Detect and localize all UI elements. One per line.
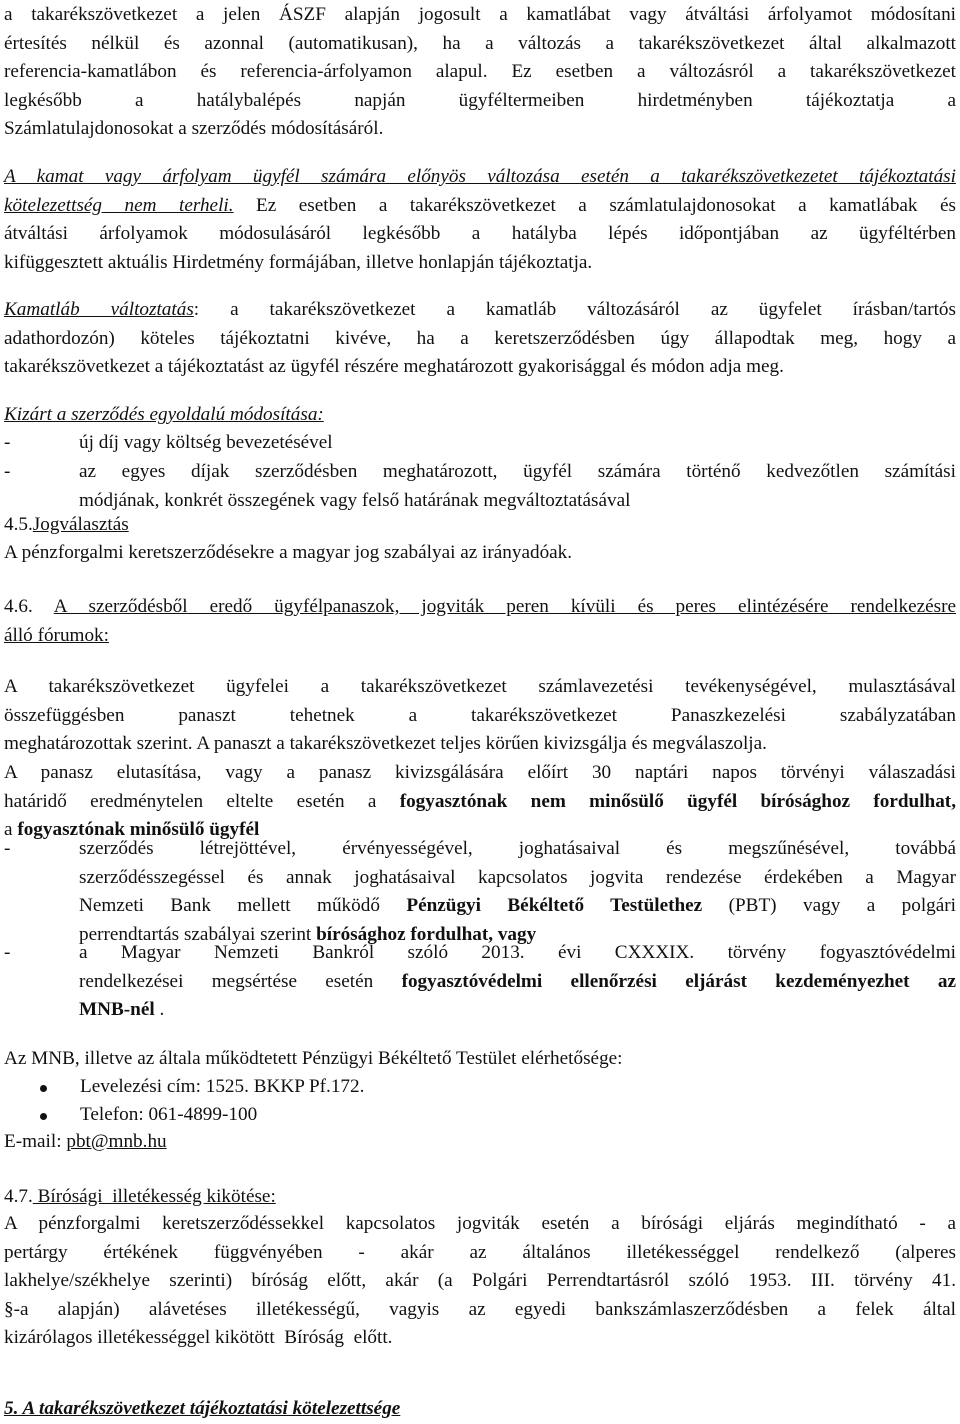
- text-line: [4, 192, 956, 221]
- section-4-7-heading: [4, 1183, 956, 1212]
- text-line: adathordozón) köteles tájékoztatni kivéve, ha a keretszerződésben úgy állapodtak meg, hogy a: [4, 327, 956, 349]
- list-dash: -: [4, 461, 11, 482]
- text-line: átváltási árfolyamok módosulásáról legkésőbb a hatályba lépés időpontjában az ügyféltérben: [4, 223, 956, 245]
- excluded-modifications-heading: [4, 401, 956, 430]
- text-line: összefüggésben panaszt tehetnek a takarékszövetkezet Panaszkezelési szabályzatában: [4, 704, 956, 726]
- paragraph-favourable-change: [4, 163, 956, 277]
- text-fragment: (PBT) vagy a polgári: [702, 895, 956, 917]
- text-line: Számlatulajdonosokat a szerződés módosításáról.: [4, 118, 384, 140]
- text-line: szerződésszegéssel és annak joghatásaival kapcsolatos jogvita rendezése érdekében a Magyar: [79, 866, 956, 888]
- text-line: az egyes díjak szerződésben meghatározott, ügyfél számára történő kedvezőtlen számítási: [79, 461, 956, 482]
- list-dash: -: [4, 942, 11, 963]
- paragraph-rate-change-notice: [4, 1, 956, 144]
- section-4-5-heading: [4, 511, 956, 540]
- kamatlab-label: Kamatláb változtatás: [4, 299, 194, 320]
- text-line: kifüggesztett aktuális Hirdetmény formájában, illetve honlapján tájékoztatja.: [4, 251, 593, 273]
- text-line: kizárólagos illetékességgel kikötött Bíróság előtt.: [4, 1327, 393, 1349]
- text-fragment: rendelkezései megsértése esetén: [79, 970, 402, 992]
- bold-fragment: MNB-nél: [79, 999, 155, 1021]
- paragraph-jurisdiction: [4, 1210, 956, 1353]
- section-number: 4.6.: [4, 596, 33, 617]
- text-line: [4, 622, 956, 651]
- email-line: [4, 1128, 956, 1157]
- contact-intro: Az MNB, illetve az általa működtetett Pénzügyi Békéltető Testület elérhetősége:: [4, 1048, 623, 1069]
- section-title: Jogválasztás: [32, 514, 129, 535]
- section-number: 4.7.: [4, 1186, 33, 1207]
- postal-address: Levelezési cím: 1525. BKKP Pf.172.: [80, 1076, 365, 1097]
- text-fragment: Ez esetben a takarékszövetkezet a számlatulajdonosokat a kamatlábak és: [233, 194, 957, 216]
- text-line: [79, 968, 956, 997]
- text-fragment: határidő eredménytelen eltelte esetén a: [4, 790, 400, 812]
- text-line: [4, 788, 956, 817]
- list-item-text: [79, 835, 956, 949]
- phone-number: Telefon: 061-4899-100: [80, 1104, 258, 1125]
- text-line: [4, 296, 956, 325]
- text-line: a Magyar Nemzeti Bankról szóló 2013. évi CXXXIX. törvény fogyasztóvédelmi: [79, 942, 956, 963]
- text-line: [79, 892, 956, 921]
- section-number: 4.5.: [4, 514, 33, 535]
- paragraph-complaint-rejection: [4, 759, 956, 845]
- email-label: E-mail:: [4, 1131, 67, 1152]
- bullet-icon: [40, 1085, 47, 1092]
- section-heading: 5. A takarékszövetkezet tájékoztatási kötelezettsége: [4, 1398, 401, 1419]
- list-dash: -: [4, 838, 11, 859]
- bullet-icon: [40, 1113, 47, 1120]
- text-line: a takarékszövetkezet a jelen ÁSZF alapján jogosult a kamatlábat vagy átváltási árfolyamot módosítani: [4, 4, 956, 25]
- list-item-text: [79, 939, 956, 1025]
- paragraph-rate-change: [4, 296, 956, 382]
- text-line: szerződés létrejöttével, érvényességével, joghatásaival és megszűnésével, továbbá: [79, 838, 956, 859]
- text-line: A takarékszövetkezet ügyfelei a takarékszövetkezet számlavezetési tevékenységével, mulasztásával: [4, 676, 956, 697]
- text-line: §-a alapján) alávetéses illetékességű, vagyis az egyedi bankszámlaszerződésben a felek által: [4, 1298, 956, 1320]
- text-line: lakhelye/székhelye szerinti) bíróság előtt, akár (a Polgári Perrendtartásról szóló 1953. III. törvény 41.: [4, 1270, 956, 1292]
- email-link[interactable]: pbt@mnb.hu: [66, 1131, 167, 1152]
- text-line: referencia-kamatlábon és referencia-árfolyamon alapul. Ez esetben a változásról a takarékszövetkezet: [4, 61, 956, 83]
- bold-fragment: Pénzügyi Békéltető Testülethez: [406, 895, 703, 917]
- section-heading: Kizárt a szerződés egyoldalú módosítása:: [4, 404, 324, 425]
- list-dash: -: [4, 432, 11, 453]
- section-5-heading: [4, 1395, 956, 1424]
- italic-notice-end: kötelezettség nem terheli.: [4, 194, 234, 216]
- text-fragment: .: [154, 999, 165, 1021]
- section-4-6-heading: [4, 593, 956, 650]
- list-item-text: új díj vagy költség bevezetésével: [79, 432, 333, 453]
- text-line: módjának, konkrét összegének vagy felső határának megváltoztatásával: [79, 489, 631, 511]
- text-line: takarékszövetkezet a tájékoztatást az ügyfél részére meghatározott gyakorisággal és módon adja meg.: [4, 356, 784, 378]
- text-fragment: perrendtartás szabályai szerint: [79, 923, 317, 945]
- text-line: [79, 996, 956, 1025]
- text-line: meghatározottak szerint. A panaszt a takarékszövetkezet teljes körűen kivizsgálja és megválaszolja.: [4, 733, 767, 755]
- bold-fragment: bírósághoz fordulhat, vagy: [316, 923, 537, 945]
- list-item-text: [79, 458, 956, 515]
- italic-notice-line: A kamat vagy árfolyam ügyfél számára előnyös változása esetén a takarékszövetkezetet tájékoztatási: [4, 166, 956, 187]
- text-fragment: a: [4, 819, 18, 841]
- section-title: Bírósági illetékesség kikötése:: [32, 1186, 276, 1207]
- bold-fragment: fogyasztónak nem minősülő ügyfél bírósághoz fordulhat,: [399, 790, 956, 812]
- section-4-5-text: A pénzforgalmi keretszerződésekre a magyar jog szabályai az irányadóak.: [4, 542, 573, 563]
- text-line: [4, 593, 956, 622]
- section-title: A szerződésből eredő ügyfélpanaszok, jogviták peren kívüli és peres elintézésére rendelkezésre: [53, 596, 956, 617]
- bold-fragment: fogyasztónak minősülő ügyfél: [17, 819, 260, 841]
- section-title-end: álló fórumok:: [4, 624, 109, 646]
- text-line: értesítés nélkül és azonnal (automatikusan), ha a változás a takarékszövetkezet által alkalmazott: [4, 32, 956, 54]
- text-line: A pénzforgalmi keretszerződéssekkel kapcsolatos jogviták esetén a bírósági eljárás megindítható - a: [4, 1213, 956, 1234]
- bold-fragment: fogyasztóvédelmi ellenőrzési eljárást kezdeményezhet az: [401, 970, 957, 992]
- text-line: legkésőbb a hatálybalépés napján ügyféltermeiben hirdetményben tájékoztatja a: [4, 89, 956, 111]
- paragraph-complaints: [4, 673, 956, 759]
- text-fragment: Nemzeti Bank mellett működő: [79, 895, 407, 917]
- text-fragment: : a takarékszövetkezet a kamatláb változásáról az ügyfelet írásban/tartós: [193, 299, 956, 320]
- text-line: A panasz elutasítása, vagy a panasz kivizsgálására előírt 30 naptári napos törvényi válaszadási: [4, 762, 956, 783]
- text-line: pertárgy értékének függvényében - akár az általános illetékességgel rendelkező (alperes: [4, 1241, 956, 1263]
